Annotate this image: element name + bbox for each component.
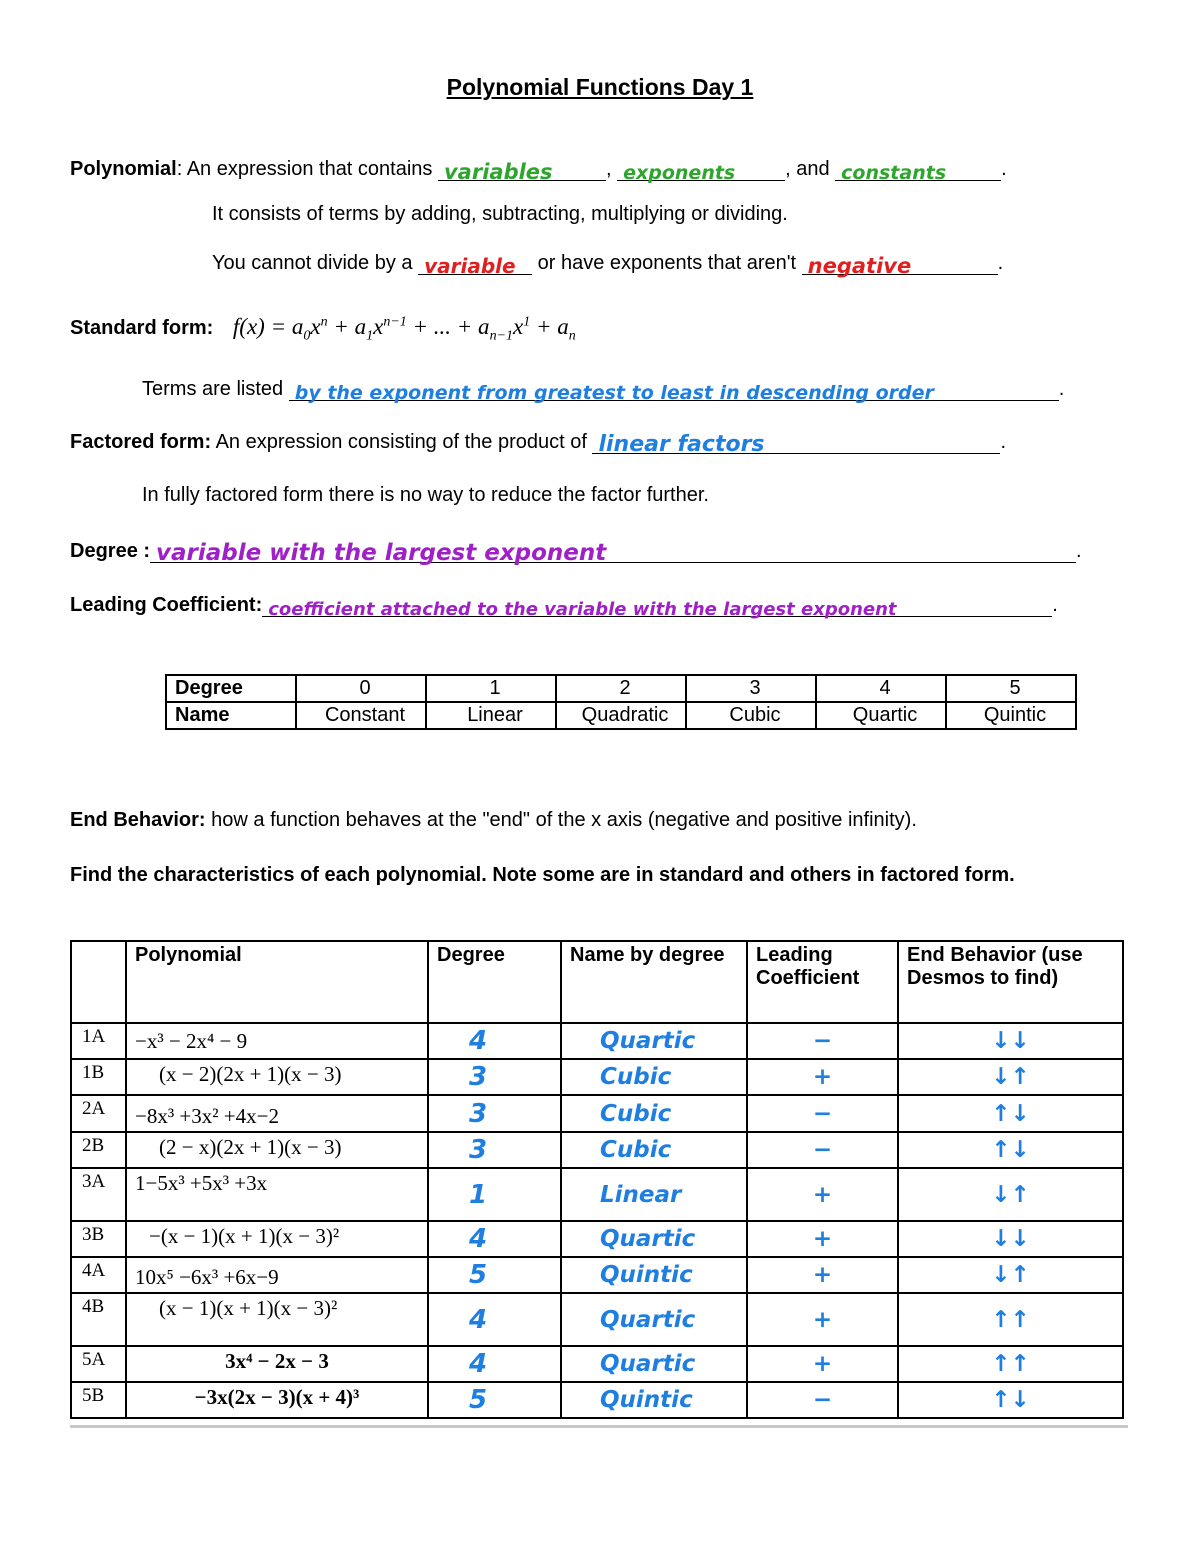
row-polynomial: 3x⁴ − 2x − 3: [126, 1346, 428, 1382]
row-name: Cubic: [561, 1095, 747, 1132]
end-period-4: .: [1000, 431, 1007, 453]
row-end-behavior: ↑↑: [898, 1346, 1123, 1382]
row-leading-coefficient: −: [747, 1132, 898, 1168]
degree-cell: 1: [426, 675, 556, 702]
answer-terms-order: by the exponent from greatest to least in descending order: [294, 382, 934, 404]
factored-form-note: In fully factored form there is no way to reduce the factor further.: [142, 484, 709, 506]
row-polynomial: −(x − 1)(x + 1)(x − 3)²: [126, 1221, 428, 1257]
row-id: 4B: [71, 1293, 126, 1346]
polynomial-text: : An expression that contains: [176, 158, 433, 180]
row-degree: 5: [428, 1257, 561, 1293]
row-name: Quartic: [561, 1023, 747, 1059]
answer-variables: variables: [443, 160, 553, 184]
row-leading-coefficient: +: [747, 1346, 898, 1382]
row-name: Quartic: [561, 1221, 747, 1257]
answer-linear-factors: linear factors: [598, 432, 765, 457]
row-id: 3A: [71, 1168, 126, 1221]
row-name: Linear: [561, 1168, 747, 1221]
header-end-behavior: End Behavior (use Desmos to find): [898, 941, 1123, 1023]
row-leading-coefficient: −: [747, 1095, 898, 1132]
row-leading-coefficient: +: [747, 1293, 898, 1346]
name-cell: Quartic: [816, 702, 946, 729]
row-name: Cubic: [561, 1132, 747, 1168]
factored-form-text: An expression consisting of the product of: [215, 431, 587, 453]
name-cell: Linear: [426, 702, 556, 729]
line3-text-a: You cannot divide by a: [212, 252, 413, 274]
blank-negative[interactable]: [802, 250, 998, 278]
end-period-5: .: [1076, 540, 1082, 562]
table-row: [71, 1221, 1123, 1257]
row-end-behavior: ↓↑: [898, 1168, 1123, 1221]
end-behavior-label: End Behavior:: [70, 809, 206, 831]
header-polynomial: Polynomial: [126, 941, 428, 1023]
row-polynomial: 1−5x³ +5x³ +3x: [126, 1168, 428, 1221]
page-title: Polynomial Functions Day 1: [446, 74, 754, 100]
factored-form-row: [70, 429, 1007, 457]
end-period-1: .: [1001, 158, 1007, 180]
row-polynomial: 10x⁵ −6x³ +6x−9: [126, 1257, 428, 1293]
name-row-label: Name: [166, 702, 296, 729]
degree-cell: 5: [946, 675, 1076, 702]
degree-definition-row: [70, 538, 1082, 566]
row-id: 2B: [71, 1132, 126, 1168]
blank-linear-factors[interactable]: [592, 429, 1000, 457]
standard-form-formula: $f(x) = a_0x^n + a_1x^{n-1}$ + ... + $a_{n-1}x^1 + a_n$: [232, 314, 576, 344]
row-end-behavior: ↑↓: [898, 1132, 1123, 1168]
degree-cell: 4: [816, 675, 946, 702]
end-period-3: .: [1058, 378, 1065, 400]
polynomial-line-2: It consists of terms by adding, subtracting, multiplying or dividing.: [212, 203, 788, 225]
blank-variables[interactable]: [438, 156, 606, 184]
degree-cell: 0: [296, 675, 426, 702]
footer-divider: [70, 1425, 1128, 1428]
row-degree: 4: [428, 1023, 561, 1059]
row-leading-coefficient: −: [747, 1023, 898, 1059]
name-cell: Cubic: [686, 702, 816, 729]
row-id: 5A: [71, 1346, 126, 1382]
row-polynomial: (2 − x)(2x + 1)(x − 3): [126, 1132, 428, 1168]
standard-form-row: [70, 314, 576, 345]
table-row: [71, 1382, 1123, 1418]
row-end-behavior: ↓↓: [898, 1221, 1123, 1257]
name-row: [166, 702, 1076, 729]
end-behavior-text: how a function behaves at the "end" of the x axis (negative and positive infinity).: [211, 809, 917, 831]
row-degree: 3: [428, 1059, 561, 1095]
degree-row-label: Degree: [166, 675, 296, 702]
standard-form-label: Standard form:: [70, 317, 214, 339]
row-degree: 4: [428, 1346, 561, 1382]
line3-text-b: or have exponents that aren't: [537, 252, 797, 274]
table-row: [71, 1168, 1123, 1221]
answer-exponents: exponents: [623, 162, 736, 184]
end-period-6: .: [1052, 594, 1058, 616]
row-id: 2A: [71, 1095, 126, 1132]
name-cell: Constant: [296, 702, 426, 729]
row-degree: 3: [428, 1132, 561, 1168]
table-row: [71, 1095, 1123, 1132]
separator-1: ,: [605, 158, 612, 180]
row-leading-coefficient: +: [747, 1168, 898, 1221]
table-row: [71, 1059, 1123, 1095]
row-end-behavior: ↑↓: [898, 1382, 1123, 1418]
header-id: [71, 941, 126, 1023]
blank-exponents[interactable]: [617, 156, 785, 184]
table-row: [71, 1023, 1123, 1059]
answer-leading-coefficient: coefficient attached to the variable with the largest exponent: [268, 599, 897, 620]
row-end-behavior: ↓↓: [898, 1023, 1123, 1059]
answer-variable: variable: [424, 254, 516, 278]
degree-label: Degree :: [70, 540, 151, 562]
polynomial-label: Polynomial: [70, 158, 177, 180]
row-polynomial: −8x³ +3x² +4x−2: [126, 1095, 428, 1132]
terms-listed-text: Terms are listed: [142, 378, 284, 400]
row-polynomial: (x − 1)(x + 1)(x − 3)²: [126, 1293, 428, 1346]
row-end-behavior: ↓↑: [898, 1257, 1123, 1293]
row-id: 1B: [71, 1059, 126, 1095]
polynomial-line-3: [212, 250, 1004, 278]
leading-coefficient-row: [70, 592, 1058, 620]
row-id: 5B: [71, 1382, 126, 1418]
row-end-behavior: ↓↑: [898, 1059, 1123, 1095]
row-degree: 3: [428, 1095, 561, 1132]
blank-variable[interactable]: [418, 250, 532, 278]
header-name: Name by degree: [561, 941, 747, 1023]
table-row: [71, 1257, 1123, 1293]
table-row: [71, 1132, 1123, 1168]
header-leading-coefficient: Leading Coefficient: [747, 941, 898, 1023]
blank-leading-coefficient[interactable]: [262, 592, 1052, 620]
row-leading-coefficient: +: [747, 1221, 898, 1257]
row-leading-coefficient: +: [747, 1059, 898, 1095]
separator-2: , and: [785, 158, 830, 180]
table-row: [71, 1293, 1123, 1346]
degree-row: [166, 675, 1076, 702]
row-degree: 1: [428, 1168, 561, 1221]
terms-listed-row: [142, 376, 1065, 404]
leading-coefficient-label: Leading Coefficient:: [70, 594, 263, 616]
row-id: 3B: [71, 1221, 126, 1257]
row-id: 4A: [71, 1257, 126, 1293]
answer-negative: negative: [807, 254, 912, 278]
row-polynomial: −3x(2x − 3)(x + 4)³: [126, 1382, 428, 1418]
row-degree: 5: [428, 1382, 561, 1418]
header-degree: Degree: [428, 941, 561, 1023]
name-cell: Quintic: [946, 702, 1076, 729]
answer-constants: constants: [841, 162, 947, 184]
row-polynomial: (x − 2)(2x + 1)(x − 3): [126, 1059, 428, 1095]
blank-constants[interactable]: [835, 156, 1001, 184]
factored-form-label: Factored form:: [70, 431, 212, 453]
row-leading-coefficient: −: [747, 1382, 898, 1418]
degree-cell: 2: [556, 675, 686, 702]
row-name: Quintic: [561, 1257, 747, 1293]
row-leading-coefficient: +: [747, 1257, 898, 1293]
instructions: Find the characteristics of each polynomial. Note some are in standard and others in factored form.: [70, 864, 1015, 886]
degree-name-table: [165, 674, 1077, 730]
blank-terms-order[interactable]: [289, 376, 1059, 404]
row-end-behavior: ↑↑: [898, 1293, 1123, 1346]
blank-degree-definition[interactable]: [150, 538, 1076, 566]
polynomial-definition: [70, 156, 1007, 184]
characteristics-table: [70, 940, 1124, 1419]
name-cell: Quadratic: [556, 702, 686, 729]
degree-cell: 3: [686, 675, 816, 702]
row-name: Quintic: [561, 1382, 747, 1418]
row-name: Cubic: [561, 1059, 747, 1095]
end-behavior-definition: [70, 809, 917, 832]
row-degree: 4: [428, 1221, 561, 1257]
row-polynomial: −x³ − 2x⁴ − 9: [126, 1023, 428, 1059]
table-row: [71, 1346, 1123, 1382]
row-degree: 4: [428, 1293, 561, 1346]
row-name: Quartic: [561, 1293, 747, 1346]
header-row: [71, 941, 1123, 1023]
answer-degree-definition: variable with the largest exponent: [156, 540, 607, 566]
row-id: 1A: [71, 1023, 126, 1059]
end-period-2: .: [997, 252, 1004, 274]
row-end-behavior: ↑↓: [898, 1095, 1123, 1132]
row-name: Quartic: [561, 1346, 747, 1382]
